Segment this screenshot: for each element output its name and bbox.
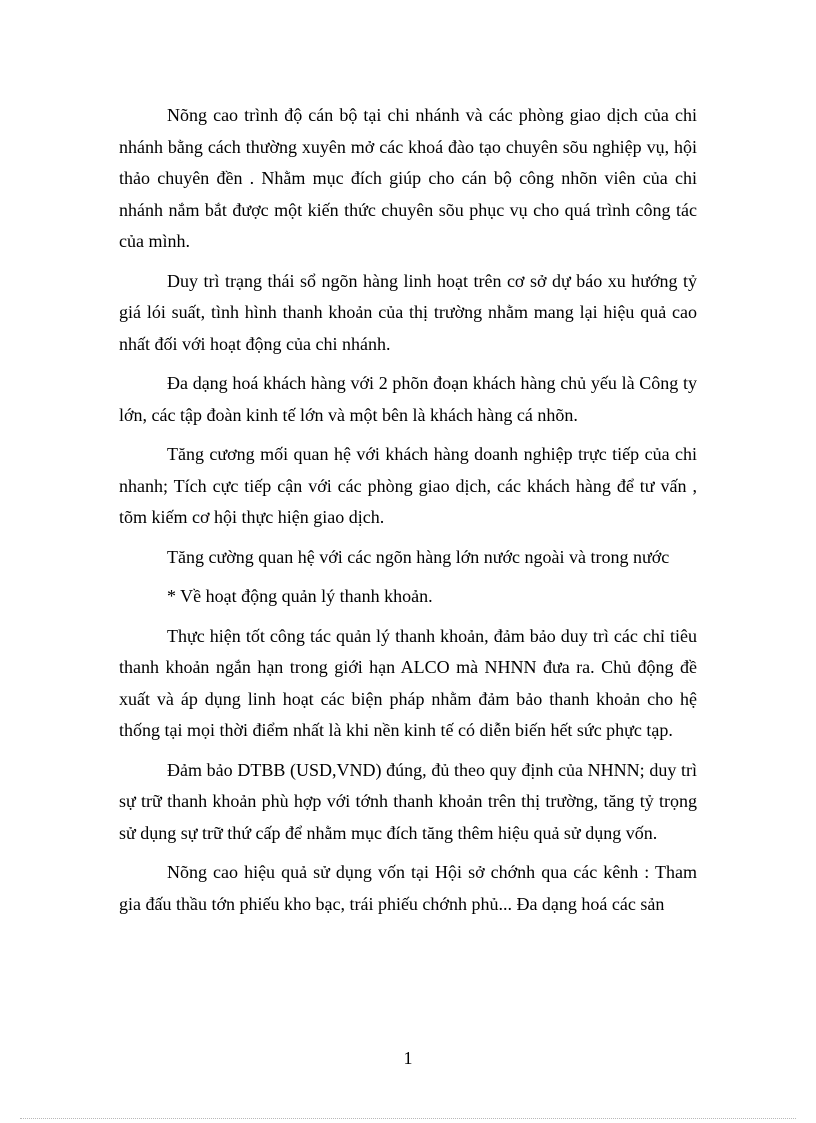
paragraph-bank-position: Duy trì trạng thái sổ ngõn hàng linh hoạt trên cơ sở dự báo xu hướng tỷ giá lói suất, tình hình thanh khoản của thị trường nhằm mang lại hiệu quả cao nhất đối với hoạt động của chi nhánh. xyxy=(119,270,697,354)
paragraph-reserve-requirements: Đảm bảo DTBB (USD,VND) đúng, đủ theo quy định của NHNN; duy trì sự trữ thanh khoản phù hợp với tớnh thanh khoản trên thị trường, tăng tỷ trọng sử dụng sự trữ thứ cấp để nhằm mục đích tăng thêm hiệu quả sử dụng vốn. xyxy=(119,759,697,843)
paragraph-bank-relations: Tăng cường quan hệ với các ngõn hàng lớn nước ngoài và trong nước xyxy=(167,546,670,567)
paragraph-customer-diversification: Đa dạng hoá khách hàng với 2 phõn đoạn khách hàng chủ yếu là Công ty lớn, các tập đoàn kinh tế lớn và một bên là khách hàng cá nhõn. xyxy=(119,373,697,425)
paragraph-staff-training: Nõng cao trình độ cán bộ tại chi nhánh và các phòng giao dịch của chi nhánh bằng cách thường xuyên mở các khoá đào tạo chuyên sõu nghiệp vụ, hội thảo chuyên đền . Nhằm mục đích giúp cho cán bộ công nhõn viên của chi nhánh nắm bắt được một kiến thức chuyên sõu phục vụ cho quá trình công tác của mình. xyxy=(119,105,697,251)
body-text xyxy=(119,100,697,920)
section-heading-liquidity: * Về hoạt động quản lý thanh khoản. xyxy=(167,586,433,606)
paragraph-liquidity-management: Thực hiện tốt công tác quản lý thanh khoản, đảm bảo duy trì các chỉ tiêu thanh khoản ngắn hạn trong giới hạn ALCO mà NHNN đưa ra. Chủ động đề xuất và áp dụng linh hoạt các biện pháp nhằm đảm bảo thanh khoản cho hệ thống tại mọi thời điểm nhất là khi nền kinh tế có diễn biến hết sức phực tạp. xyxy=(119,625,697,740)
paragraph-corporate-relations: Tăng cương mối quan hệ với khách hàng doanh nghiệp trực tiếp của chi nhanh; Tích cực tiếp cận với các phòng giao dịch, các khách hàng để tư vấn , tõm kiếm cơ hội thực hiện giao dịch. xyxy=(119,444,697,527)
paragraph-capital-efficiency: Nõng cao hiệu quả sử dụng vốn tại Hội sở chớnh qua các kênh : Tham gia đấu thầu tớn phiếu kho bạc, trái phiếu chớnh phủ... Đa dạng hoá các sản xyxy=(119,862,697,914)
footer-divider xyxy=(20,1118,796,1119)
page-number: 1 xyxy=(403,1048,413,1068)
